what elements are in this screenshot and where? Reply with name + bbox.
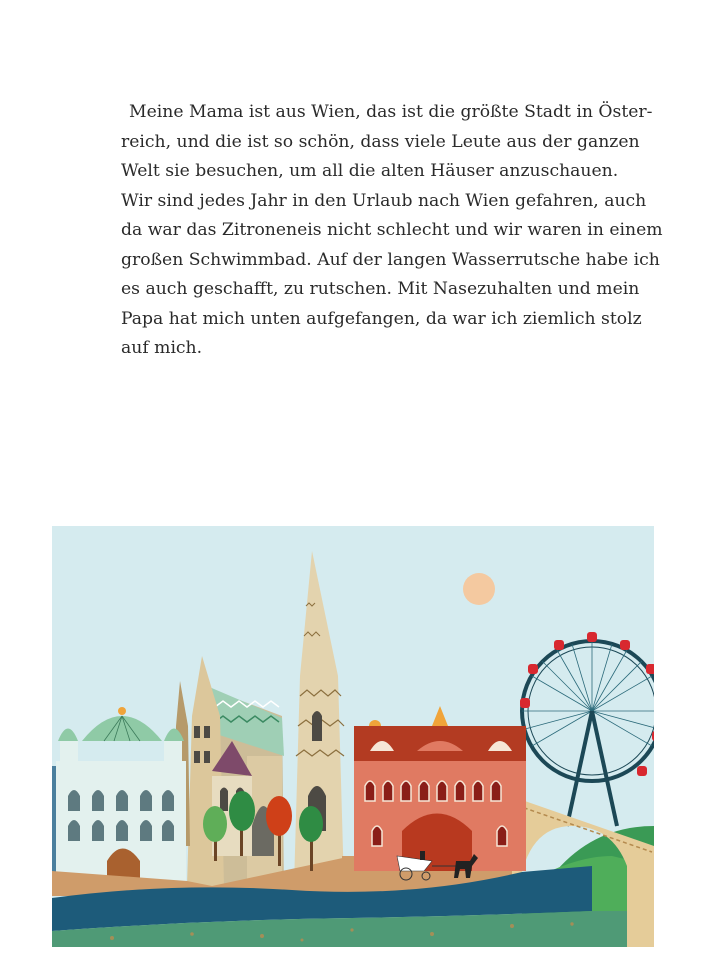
story-paragraph	[121, 98, 663, 364]
paragraph-line: Meine Mama ist aus Wien, das ist die größte Stadt in Öster-	[129, 102, 653, 122]
page-edge-mark	[24, 920, 38, 960]
paragraph-line: Papa hat mich unten aufgefangen, da war ich ziemlich stolz	[121, 308, 642, 329]
paragraph-line: Welt sie besuchen, um all die alten Häuser anzuschauen.	[121, 161, 619, 181]
paragraph-line: auf mich.	[121, 338, 203, 358]
paragraph-line: da war das Zitroneneis nicht schlecht und wir waren in einem	[121, 220, 663, 240]
paragraph-line: großen Schwimmbad. Auf der langen Wasserrutsche habe ich	[121, 249, 660, 270]
paragraph-line: Wir sind jedes Jahr in den Urlaub nach Wien gefahren, auch	[121, 190, 647, 211]
paragraph-line: reich, und die ist so schön, dass viele Leute aus der ganzen	[121, 131, 640, 152]
sun-icon	[463, 573, 495, 605]
palace-icon	[354, 706, 526, 871]
paragraph-line: es auch geschafft, zu rutschen. Mit Nasezuhalten und mein	[121, 279, 640, 299]
vienna-skyline-illustration	[52, 526, 654, 947]
